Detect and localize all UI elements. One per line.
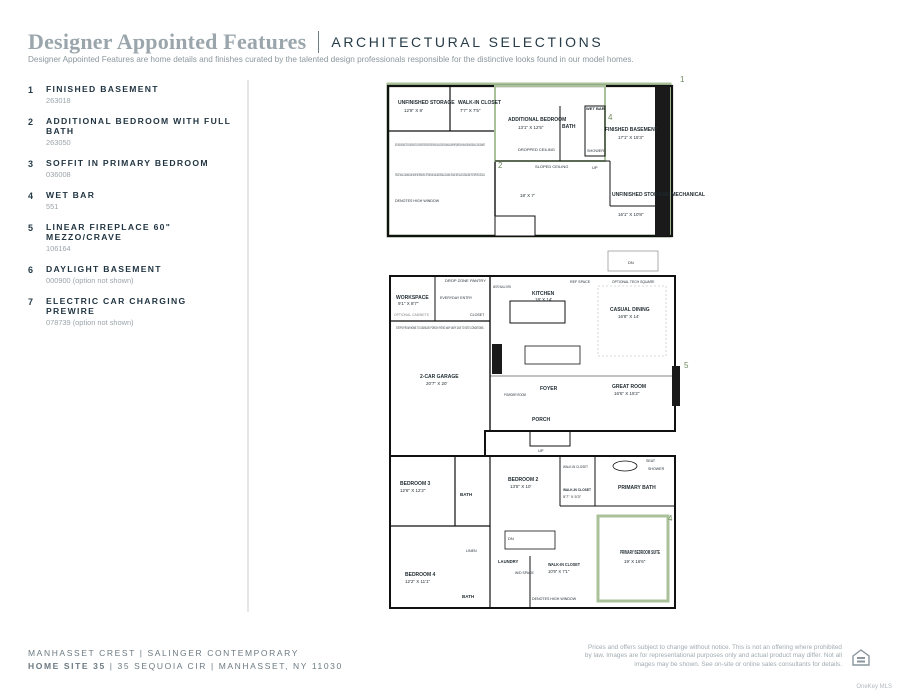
feature-code: 106164	[46, 244, 71, 253]
room-label: DN	[628, 260, 634, 265]
room-label: DN	[508, 536, 514, 541]
room-label: SHOWER	[587, 149, 605, 153]
tech-square	[598, 286, 666, 356]
basement-plan	[388, 75, 705, 236]
feature-code: 263018	[46, 96, 71, 105]
coat-closet	[492, 344, 502, 374]
room-label: UP	[592, 165, 598, 170]
room-label: OPTIONAL TECH SQUARE	[612, 280, 655, 284]
first-floor-wall	[390, 276, 675, 456]
foundation-wall	[655, 86, 670, 236]
room-label: WALK-IN CLOSET	[548, 562, 581, 567]
community-name: MANHASSET CREST | SALINGER CONTEMPORARY	[28, 648, 300, 658]
room-dimension: 9'1" X 8'7"	[398, 301, 419, 306]
room-dimension: 17'1" X 15'3"	[618, 135, 644, 140]
room-label: PORCH	[532, 417, 551, 423]
room-dimension: 12'8" X 8'	[404, 108, 423, 113]
feature-name: ADDITIONAL BEDROOM WITH FULL BATH	[46, 116, 232, 136]
room-label: MICRO WALL OVEN	[493, 285, 512, 289]
street-address: | 35 SEQUOIA CIR | MANHASSET, NY 11030	[105, 661, 343, 671]
fireplace	[672, 366, 680, 406]
callout-number: 4	[668, 514, 673, 523]
room-label: UNFINISHED STORAGE/ MECHANICAL	[612, 192, 705, 198]
floor-plan-drawing	[380, 75, 705, 611]
plan-note: STEPS FROM HOME TO GARAGE/ PORCH/ PATIO MAY VARY DUE TO SITE CONDITIONS.	[396, 326, 485, 330]
feature-number: 1	[28, 85, 34, 95]
plan-note: STRUCTURAL COLUMNS CAN NEVER BE REMOVED. OPTIONS MAY ADD ADDITIONAL COLUMNS. PLEASE SEE SALES CONSULTANT FOR SPECIFIC DETAILS.	[395, 173, 486, 177]
room-label: WALK-IN CLOSET	[563, 465, 589, 469]
feature-item	[28, 190, 238, 211]
feature-item	[28, 264, 238, 285]
room-dimension: 16'1" X 10'8"	[618, 212, 644, 217]
porch-steps	[530, 431, 570, 446]
room-label: PRIMARY BATH	[618, 485, 656, 491]
home-site: HOME SITE 35	[28, 661, 106, 671]
room-label: FINISHED BASEMENT	[605, 127, 658, 133]
room-label: PANTRY	[470, 278, 486, 283]
first-floor-plan	[390, 251, 689, 456]
feature-item	[28, 84, 238, 105]
feature-list	[28, 84, 238, 338]
feature-name: SOFFIT IN PRIMARY BEDROOM	[46, 158, 209, 168]
feature-name: LINEAR FIREPLACE 60" MEZZO/CRAVE	[46, 222, 172, 242]
watermark: OneKey MLS	[856, 684, 892, 690]
room-dimension: 18' X 7'	[520, 193, 535, 198]
basement-step	[495, 216, 535, 236]
room-dimension: 12'2" X 11'1"	[405, 579, 431, 584]
room-label: LINEN	[466, 549, 477, 553]
room-label: SHOWER	[648, 467, 665, 471]
feature-code: 036008	[46, 170, 71, 179]
room-dimension: 7'7" X 7'5"	[460, 108, 481, 113]
room-label: WET BAR	[586, 106, 605, 111]
room-label: WORKSPACE	[396, 295, 429, 301]
room-label: CLOSET	[470, 313, 485, 317]
room-label: LAUNDRY	[498, 559, 519, 564]
room-dimension: 16'6" X 15'2"	[614, 391, 640, 396]
feature-number: 2	[28, 117, 34, 127]
room-dimension: 13'5" X 10'	[510, 484, 532, 489]
room-label: SLOPED CEILING	[535, 164, 569, 169]
feature-item	[28, 296, 238, 327]
callout-number: 1	[680, 75, 685, 84]
room-label: ADDITIONAL BEDROOM	[508, 117, 567, 123]
room-label: POWDER ROOM	[504, 393, 526, 397]
feature-name: ELECTRIC CAR CHARGING PREWIRE	[46, 296, 187, 316]
equal-housing-icon	[852, 648, 870, 666]
bathtub	[613, 461, 637, 471]
callout-number: 4	[608, 113, 613, 122]
feature-number: 7	[28, 297, 34, 307]
staircase	[525, 346, 580, 364]
room-dimension: 12'6" X 12'2"	[400, 488, 426, 493]
feature-name: DAYLIGHT BASEMENT	[46, 264, 162, 274]
room-dimension: 19' X 16'6"	[624, 559, 646, 564]
feature-code: 551	[46, 202, 59, 211]
plan-note: DENOTES HIGH WINDOW	[395, 199, 440, 203]
room-label: WALK-IN CLOSET	[458, 100, 502, 106]
feature-number: 6	[28, 265, 34, 275]
room-label: UNFINISHED STORAGE	[398, 100, 455, 106]
room-label: PRIMARY BEDROOM SUITE	[620, 550, 661, 556]
feature-name: WET BAR	[46, 190, 96, 200]
feature-number: 5	[28, 223, 34, 233]
room-label: BATH	[462, 594, 475, 599]
plan-note: NOTE: DESIGNS ARE SUBJECT TO FIELD VARIATIONS DUE TO EXACT HOME EXTERIOR DESIGN OPTIONS PURCHASED, AND LOCATIONS OF MECHANICAL AND SUMP PUMP EQUIPMENT, WHICH MAY ALSO VARY AMONG INDIVIDUAL LOTS AND COMMUNITIES.	[395, 143, 485, 147]
room-label: EVERYDAY ENTRY	[440, 296, 473, 300]
page-subtitle: Designer Appointed Features are home details and finishes curated by the talented design professionals responsible for the distinctive looks found in our model homes.	[28, 55, 634, 64]
second-floor-plan	[390, 456, 675, 608]
kitchen-island	[510, 301, 565, 323]
room-dimension: 5'7" X 5'3"	[563, 494, 582, 499]
room-label: DROP ZONE	[445, 278, 469, 283]
feature-item	[28, 158, 238, 179]
room-label: CASUAL DINING	[610, 307, 650, 313]
room-label: FOYER	[540, 386, 558, 392]
section-title: ARCHITECTURAL SELECTIONS	[331, 34, 604, 50]
vertical-divider	[247, 80, 249, 612]
room-label: BATH	[562, 124, 576, 130]
feature-item	[28, 116, 238, 147]
feature-code: 263050	[46, 138, 71, 147]
room-label: W/D SPACE	[515, 571, 534, 575]
footer-disclaimer: Prices and offers subject to change without notice. This is not an offering where prohibited by law. Images are for representational purposes only and actual product may differ. Not all images may be shown. See on-site or online sales consultants for details.	[584, 644, 842, 668]
feature-code: 000900 (option not shown)	[46, 276, 134, 285]
room-label: BEDROOM 2	[508, 477, 539, 483]
room-label: DROPPED CEILING	[518, 147, 555, 152]
feature-name: FINISHED BASEMENT	[46, 84, 159, 94]
feature-number: 3	[28, 159, 34, 169]
callout-number: 2	[498, 161, 503, 170]
home-site-line	[28, 660, 343, 673]
feature-item	[28, 222, 238, 253]
room-dimension: 16'8" X 14'	[618, 314, 640, 319]
room-dimension: 10'9" X 7'1"	[548, 569, 570, 574]
feature-code: 078739 (option not shown)	[46, 318, 134, 327]
footer-address	[28, 647, 343, 673]
feature-number: 4	[28, 191, 34, 201]
room-dimension: 18' X 14'	[535, 297, 553, 302]
room-dimension: 20'7" X 20'	[426, 381, 448, 386]
page-title: Designer Appointed Features	[28, 29, 307, 54]
room-label: SEAT	[646, 459, 656, 463]
plan-note: DENOTES HIGH WINDOW	[532, 597, 577, 601]
room-label: BATH	[460, 492, 473, 497]
room-label: UP	[538, 448, 544, 453]
room-label: BEDROOM 4	[405, 572, 436, 578]
room-label: OPTIONAL CABINETS	[394, 313, 429, 317]
room-dimension: 13'1" X 12'5"	[518, 125, 544, 130]
title-divider	[318, 31, 319, 53]
page-header	[28, 28, 603, 56]
room-label: WALK-IN CLOSET	[563, 487, 592, 492]
room-label: GREAT ROOM	[612, 384, 647, 390]
callout-number: 5	[684, 361, 689, 370]
room-label: BEDROOM 3	[400, 481, 431, 487]
room-label: REF SPACE	[570, 280, 591, 284]
room-label: 2-CAR GARAGE	[420, 374, 459, 380]
room-label: KITCHEN	[532, 291, 555, 297]
